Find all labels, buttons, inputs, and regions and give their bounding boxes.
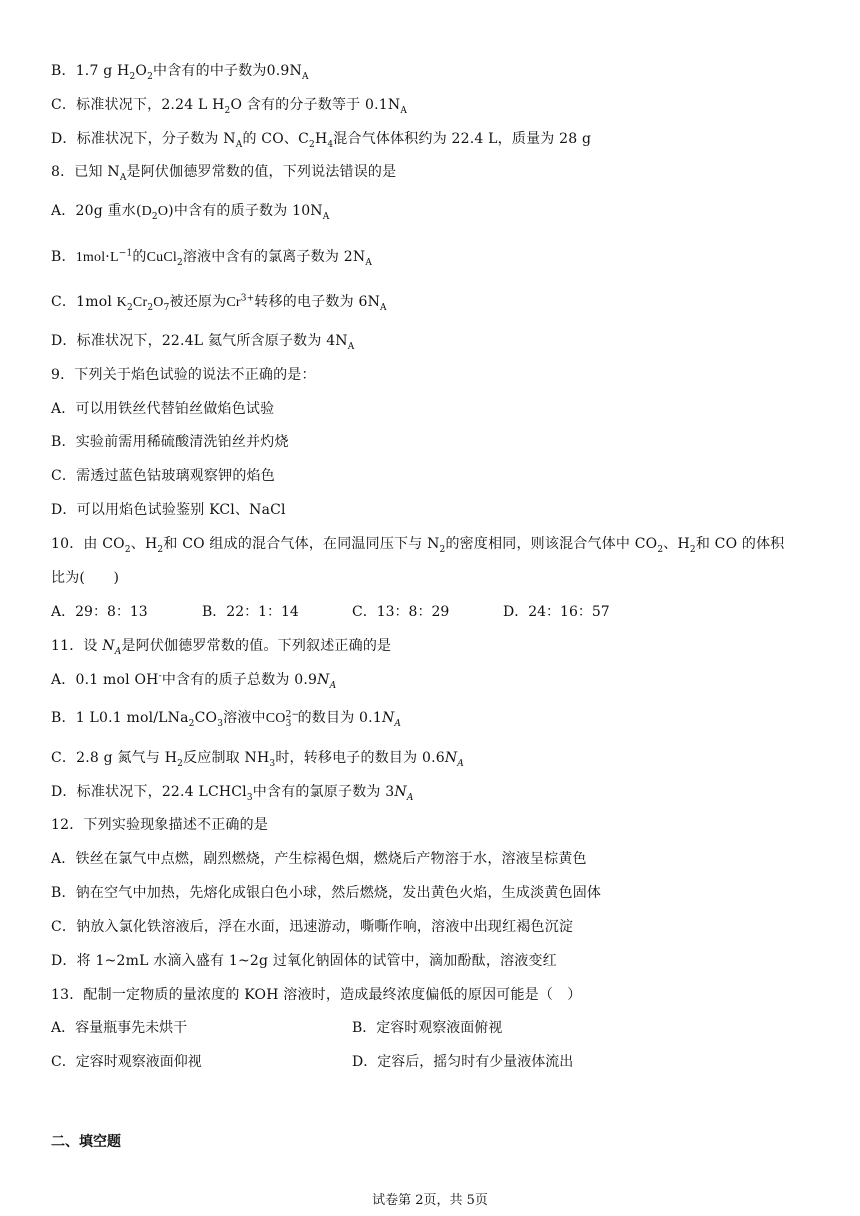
page-footer: 试卷第 2页，共 5页 <box>372 1193 488 1208</box>
q7-option-d: D．标准状况下，分子数为 $N_A$的 CO、$C_2H_4$混合气体体积约为 22.4 L，质量为 28 g <box>51 131 592 150</box>
q8-option-d: D．标准状况下，22.4L 氦气所含原子数为 $4N_A$ <box>51 333 355 352</box>
q13-option-c: C．定容时观察液面仰视 <box>51 1054 202 1070</box>
q10-option-b: B．22：1：14 <box>202 604 299 620</box>
q12-option-b: B．钠在空气中加热，先熔化成银白色小球，然后燃烧，发出黄色火焰，生成淡黄色固体 <box>51 885 602 901</box>
q13-option-a: A．容量瓶事先未烘干 <box>51 1020 188 1036</box>
q8-option-c: C．1mol $K_2Cr_2O_7$被还原为$Cr^{3+}$转移的电子数为 $6N_A$ <box>51 293 387 313</box>
q10-stem: 10．由 $CO_2$、$H_2$和 CO 组成的混合气体，在同温同压下与 $N_2$的密度相同，则该混合气体中 $CO_2$、$H_2$和 CO 的体积 <box>51 536 785 555</box>
q11-option-a: A．0.1 mol OH-中含有的质子总数为 $0.9N_A$ <box>51 671 337 691</box>
q12-option-d: D．将 1~2mL 水滴入盛有 1~2g 过氧化钠固体的试管中，滴加酚酞，溶液变红 <box>51 953 557 969</box>
q9-stem: 9．下列关于焰色试验的说法不正确的是： <box>51 367 316 383</box>
q9-option-d: D．可以用焰色试验鉴别 KCl、NaCl <box>51 502 286 518</box>
q10-option-c: C．13：8：29 <box>352 604 450 620</box>
q11-option-c: C．2.8 g 氮气与 $H_2$反应制取 $NH_3$时，转移电子的数目为 $0.6N_A$ <box>51 750 464 769</box>
q11-option-d: D．标准状况下，22.4 LCHCl$_3$中含有的氯原子数为 $3N_A$ <box>51 784 414 803</box>
q13-option-d: D．定容后，摇匀时有少量液体流出 <box>352 1054 574 1070</box>
q10-stem-line2: 比为( ) <box>51 570 120 586</box>
q8-option-b: B．$1mol\cdot L^{-1}$的CuCl$_2$溶液中含有的氯离子数为 $2N_A$ <box>51 248 373 268</box>
q13-stem: 13．配制一定物质的量浓度的 KOH 溶液时，造成最终浓度偏低的原因可能是（ ） <box>51 987 582 1003</box>
q13-option-b: B．定容时观察液面俯视 <box>352 1020 503 1036</box>
q11-option-b: B．1 L0.1 mol/$LNa_2CO_3$溶液中CO 2− 3 的数目为 $0.1N_A$ <box>51 710 402 729</box>
q10-option-a: A．29：8：13 <box>51 604 148 620</box>
q10-option-d: D．24：16：57 <box>503 604 610 620</box>
q8-option-a: A．20g 重水$(D_2O)$中含有的质子数为 $10N_A$ <box>51 203 330 222</box>
q12-stem: 12．下列实验现象描述不正确的是 <box>51 817 269 833</box>
q7-option-b: B．1.7 g $H_2O_2$中含有的中子数为$0.9N_A$ <box>51 63 309 82</box>
q9-option-c: C．需透过蓝色钴玻璃观察钾的焰色 <box>51 468 275 484</box>
q8-stem: 8．已知 $N_A$是阿伏伽德罗常数的值，下列说法错误的是 <box>51 164 397 183</box>
section-title: 二、填空题 <box>51 1134 121 1150</box>
q9-option-a: A．可以用铁丝代替铂丝做焰色试验 <box>51 401 275 417</box>
q12-option-c: C．钠放入氯化铁溶液后，浮在水面，迅速游动，嘶嘶作响，溶液中出现红褐色沉淀 <box>51 919 574 935</box>
q12-option-a: A．铁丝在氯气中点燃，剧烈燃烧，产生棕褐色烟，燃烧后产物溶于水，溶液呈棕黄色 <box>51 851 587 867</box>
q11-stem: 11．设 $N_A$是阿伏伽德罗常数的值。下列叙述正确的是 <box>51 638 392 657</box>
q9-option-b: B．实验前需用稀硫酸清洗铂丝并灼烧 <box>51 434 289 450</box>
q7-option-c: C．标准状况下，2.24 L $H_2O$ 含有的分子数等于 $0.1N_A$ <box>51 97 408 116</box>
